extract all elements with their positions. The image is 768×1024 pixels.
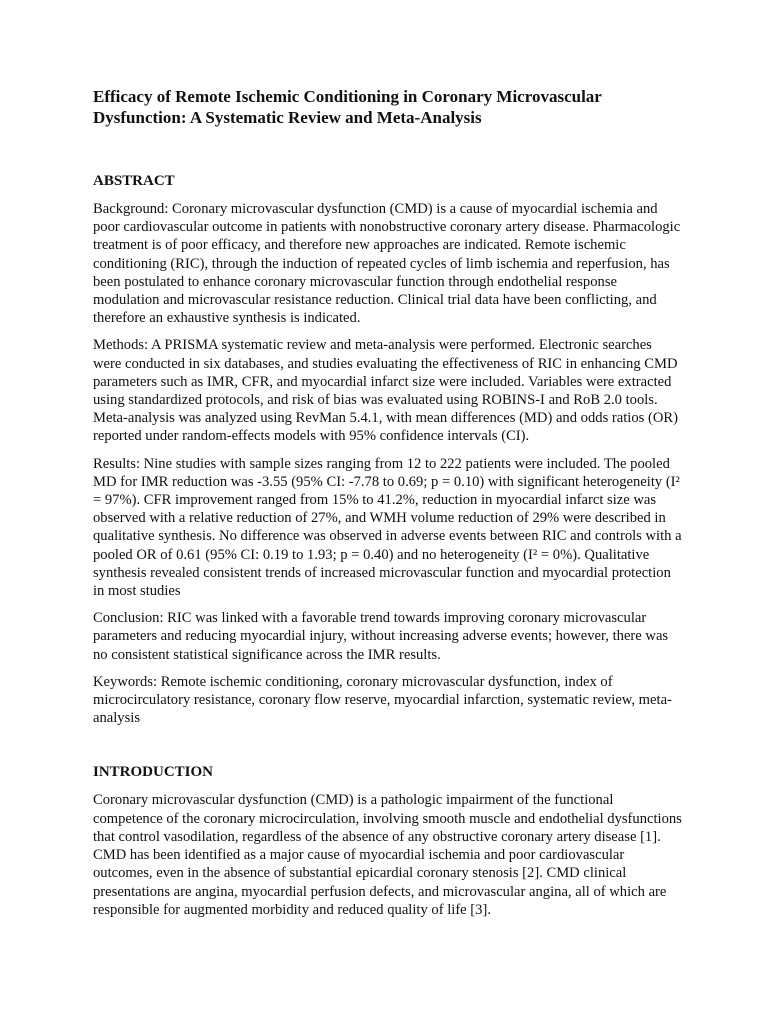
paper-title: Efficacy of Remote Ischemic Conditioning in Coronary Microvascular Dysfunction: A Systematic Review and Meta-Analysis: [93, 87, 602, 127]
abstract-keywords-paragraph: Keywords: Remote ischemic conditioning, coronary microvascular dysfunction, index of microcirculatory resistance, coronary flow reserve, myocardial infarction, systematic review, meta-analysis: [93, 673, 672, 727]
introduction-heading: INTRODUCTION: [93, 764, 214, 781]
abstract-heading: ABSTRACT: [93, 173, 175, 189]
abstract-background-paragraph: Background: Coronary microvascular dysfunction (CMD) is a cause of myocardial ischemia and poor cardiovascular outcome in patients with nonobstructive coronary artery disease. Pharmacologic treatment is of poor efficacy, and therefore new approaches are indicated. Remote ischemic conditioning (RIC), through the induction of repeated cycles of limb ischemia and reperfusion, has been postulated to enhance coronary microvascular function through endothelial response modulation and microvascular resistance reduction. Clinical trial data have been conflicting, and therefore an exhaustive synthesis is indicated.: [93, 201, 681, 327]
document-body: [93, 86, 683, 928]
section-spacer: [93, 736, 683, 763]
introduction-paragraph-1: Coronary microvascular dysfunction (CMD) is a pathologic impairment of the functional competence of the coronary microcirculation, involving smooth muscle and endothelial dysfunctions that control vasodilation, regardless of the absence of any obstructive coronary artery disease [1]. CMD has been identified as a major cause of myocardial ischemia and poor cardiovascular outcomes, even in the absence of substantial epicardial coronary stenosis [2]. CMD clinical presentations are angina, myocardial perfusion defects, and microvascular angina, all of which are responsible for augmented morbidity and reduced quality of life [3].: [93, 792, 682, 918]
abstract-results-paragraph: Results: Nine studies with sample sizes ranging from 12 to 222 patients were included. The pooled MD for IMR reduction was -3.55 (95% CI: -7.78 to 0.69; p = 0.10) with significant heterogeneity (I² = 97%). CFR improvement ranged from 15% to 41.2%, reduction in myocardial infarct size was observed with a relative reduction of 27%, and WMH volume reduction of 29% were described in qualitative synthesis. No difference was observed in adverse events between RIC and controls with a pooled OR of 0.61 (95% CI: 0.19 to 1.93; p = 0.40) and no heterogeneity (I² = 0%). Qualitative synthesis revealed consistent trends of increased microvascular function and myocardial protection in most studies: [93, 455, 682, 600]
abstract-methods-paragraph: Methods: A PRISMA systematic review and meta-analysis were performed. Electronic searches were conducted in six databases, and studies evaluating the effectiveness of RIC in enhancing CMD parameters such as IMR, CFR, and myocardial infarct size were included. Variables were extracted using standardized protocols, and risk of bias was evaluated using ROBINS-I and RoB 2.0 tools. Meta-analysis was analyzed using RevMan 5.4.1, with mean differences (MD) and odds ratios (OR) reported under random-effects models with 95% confidence intervals (CI).: [93, 337, 678, 445]
abstract-conclusion-paragraph: Conclusion: RIC was linked with a favorable trend towards improving coronary microvascular parameters and reducing myocardial injury, without increasing adverse events; however, there was no consistent statistical significance across the IMR results.: [93, 610, 669, 663]
